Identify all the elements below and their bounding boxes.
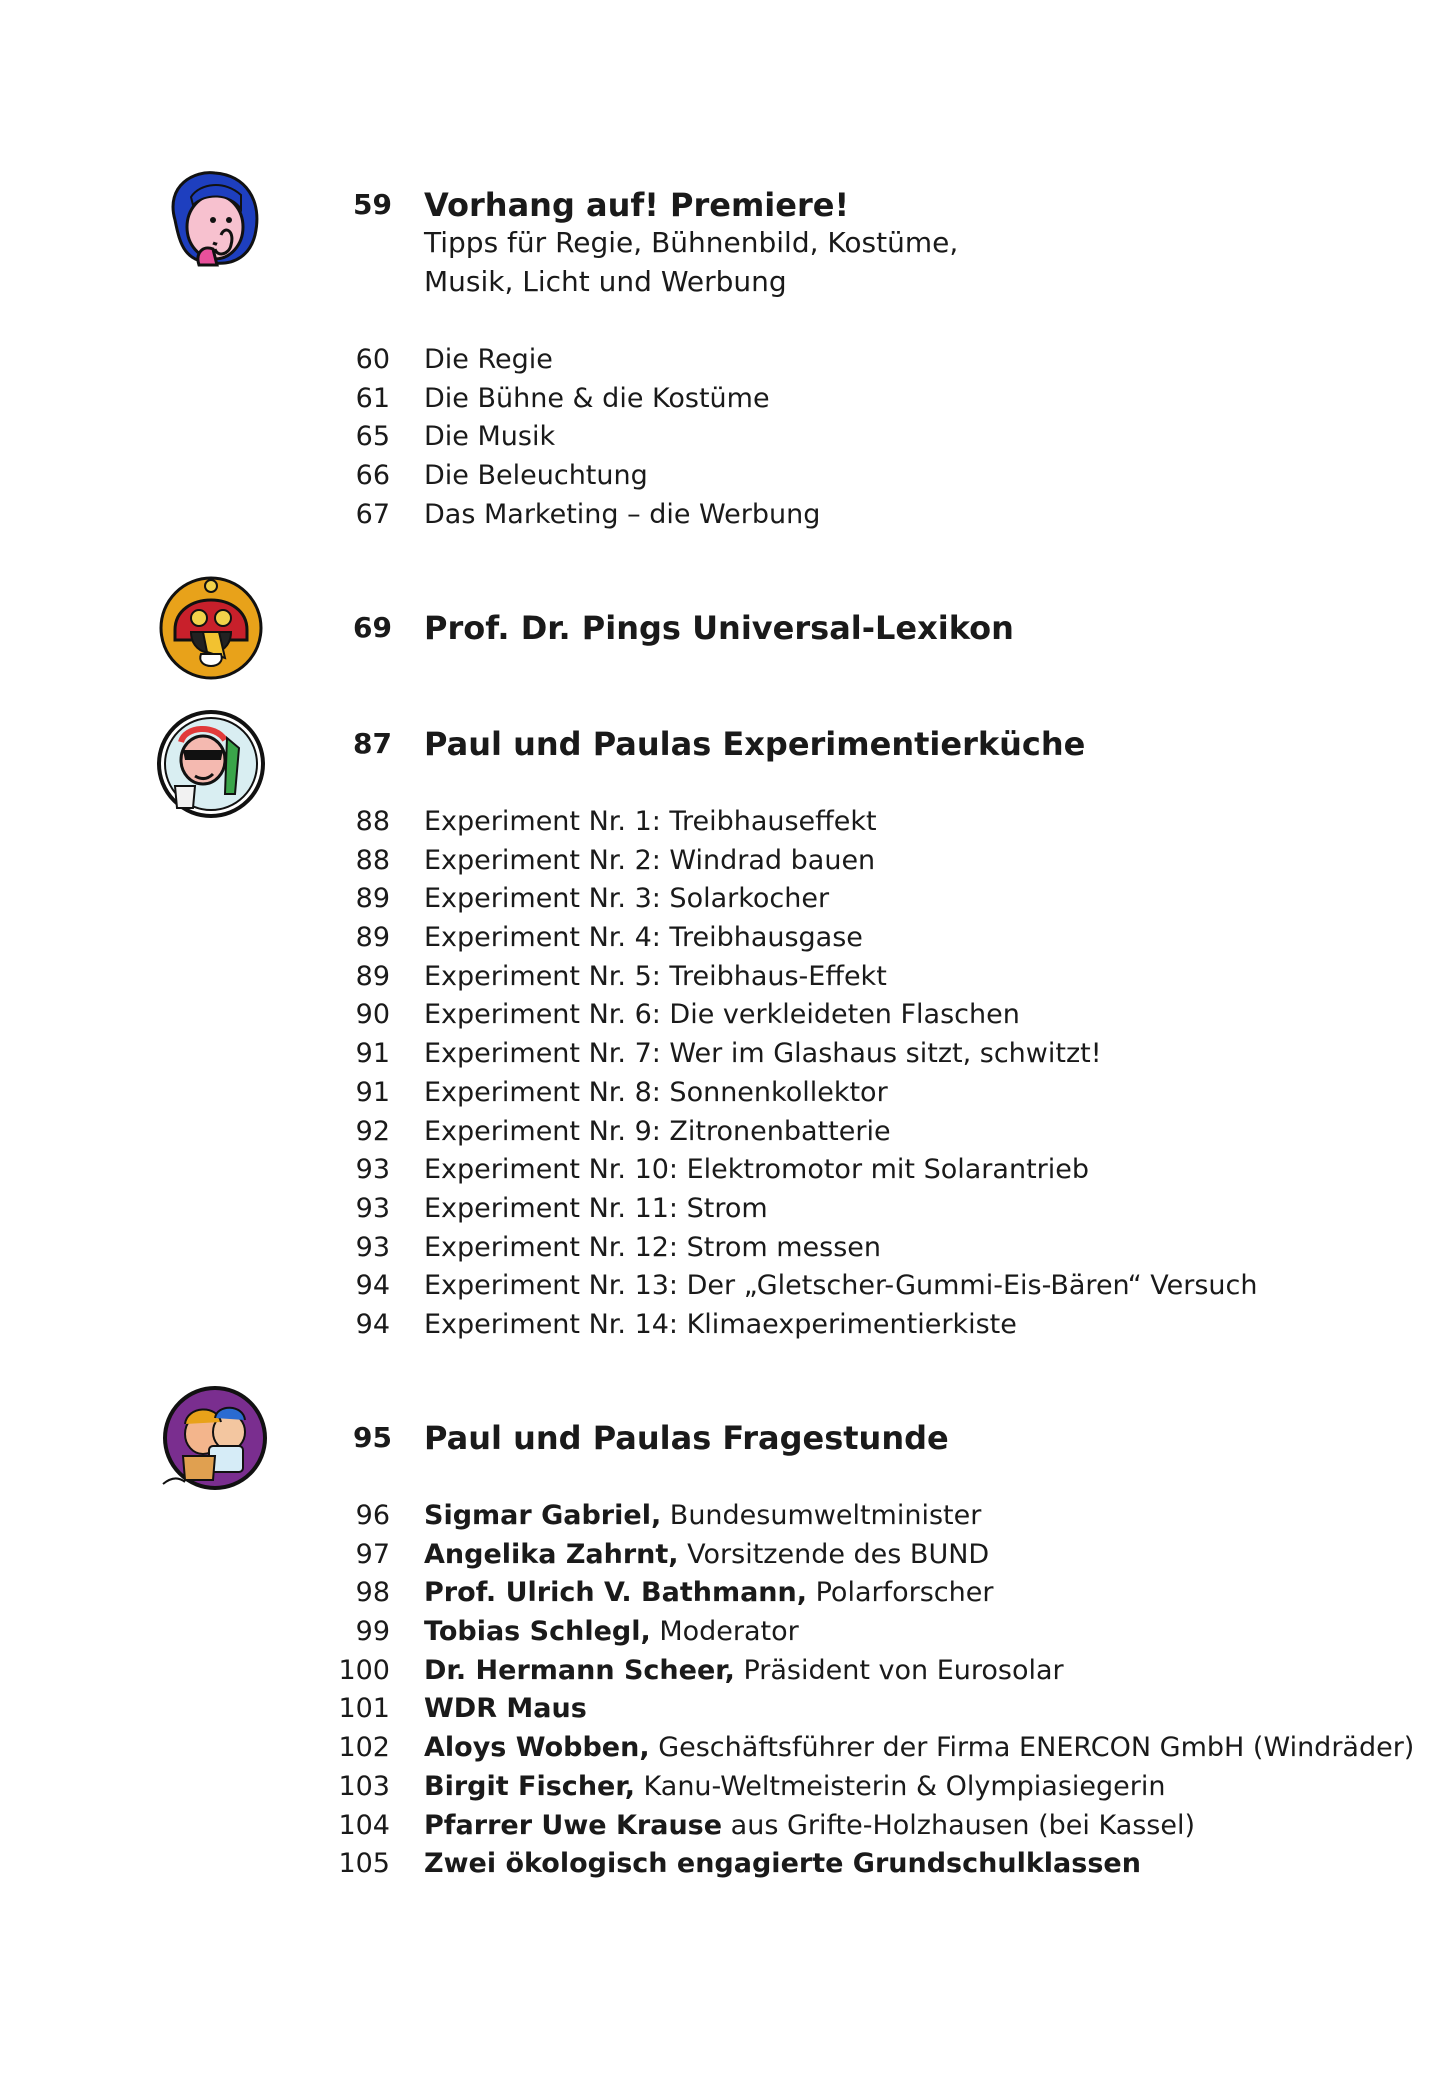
entry-page-number: 100 [338,1654,390,1686]
entry-page-number: 93 [355,1192,390,1224]
entry-role: Kanu-Weltmeisterin & Olympiasiegerin [643,1770,1166,1802]
entry-title: Experiment Nr. 4: Treibhausgase [424,922,863,954]
entry-person-name: Pfarrer Uwe Krause [424,1809,723,1841]
entry-role: Vorsitzende des BUND [687,1538,990,1570]
entry-page-number: 98 [355,1577,390,1609]
entry-page-number: 99 [355,1616,390,1648]
section-title: Prof. Dr. Pings Universal-Lexikon [424,609,1014,647]
section-page-number: 95 [353,1421,392,1454]
entry-page-number: 89 [355,960,390,992]
penguin-professor-icon [155,570,267,682]
section-title: Paul und Paulas Experimentierküche [424,725,1086,763]
entry-page-number: 96 [355,1500,390,1531]
entry-role: aus Grifte-Holzhausen (bei Kassel) [730,1809,1196,1841]
entry-title: Die Bühne & die Kostüme [424,382,770,414]
entry-page-number: 97 [355,1538,390,1570]
entry-page-number: 105 [338,1848,390,1880]
entry-page-number: 88 [355,806,390,837]
entry-person-name: Sigmar Gabriel, [424,1500,662,1531]
entry-role: Moderator [659,1616,799,1648]
entry-title: Experiment Nr. 8: Sonnenkollektor [424,1076,888,1108]
entry-page-number: 67 [355,498,390,530]
section-page-number: 69 [353,611,392,644]
entry-title: Die Beleuchtung [424,460,648,492]
entry-page-number: 66 [355,460,390,492]
thinking-girl-icon [155,165,267,277]
entry-title: Experiment Nr. 12: Strom messen [424,1231,882,1263]
entry-title: Experiment Nr. 10: Elektromotor mit Solarantrieb [424,1154,1090,1186]
entry-person-name: Prof. Ulrich V. Bathmann, [424,1577,808,1609]
entry-page-number: 94 [355,1270,390,1302]
entry-page-number: 89 [355,922,390,954]
entry-person-name: Birgit Fischer, [424,1770,635,1802]
entry-title: Experiment Nr. 3: Solarkocher [424,883,830,915]
entry-role: Präsident von Eurosolar [743,1654,1064,1686]
entry-page-number: 91 [355,1038,390,1070]
entry-page-number: 88 [355,844,390,876]
entry-title: Experiment Nr. 13: Der „Gletscher-Gummi-Eis-Bären“ Versuch [424,1270,1258,1302]
entry-title: Experiment Nr. 9: Zitronenbatterie [424,1115,891,1147]
entry-title: Experiment Nr. 6: Die verkleideten Flaschen [424,999,1020,1031]
entry-person-name: Zwei ökologisch engagierte Grundschulklassen [424,1848,1141,1880]
kids-experiment-icon [155,708,267,820]
section-page-number: 87 [353,727,392,760]
entry-role: Geschäftsführer der Firma ENERCON GmbH (Windräder) [658,1732,1415,1764]
kids-reading-icon [155,1384,267,1496]
entry-title: Das Marketing – die Werbung [424,498,821,530]
section-subtitle-line: Musik, Licht und Werbung [424,265,787,298]
entry-page-number: 92 [355,1115,390,1147]
entry-person-name: Aloys Wobben, [424,1732,650,1764]
entry-page-number: 61 [355,382,390,414]
entry-title: Experiment Nr. 14: Klimaexperimentierkiste [424,1308,1017,1340]
entry-page-number: 101 [338,1693,390,1725]
entry-role: Bundesumweltminister [669,1500,982,1531]
entry-page-number: 94 [355,1308,390,1340]
entry-page-number: 65 [355,421,390,453]
entry-page-number: 91 [355,1076,390,1108]
section-page-number: 59 [353,188,392,221]
entry-page-number: 93 [355,1154,390,1186]
entry-title: Experiment Nr. 7: Wer im Glashaus sitzt, schwitzt! [424,1038,1102,1070]
entry-role: Polarforscher [815,1577,994,1609]
entry-person-name: Angelika Zahrnt, [424,1538,679,1570]
entry-title: Experiment Nr. 2: Windrad bauen [424,844,876,876]
entry-page-number: 60 [355,344,390,375]
section-subtitle-line: Tipps für Regie, Bühnenbild, Kostüme, [424,226,959,259]
entry-page-number: 102 [338,1732,390,1764]
entry-title: Experiment Nr. 5: Treibhaus-Effekt [424,960,887,992]
entry-person-name: Dr. Hermann Scheer, [424,1654,735,1686]
entry-page-number: 93 [355,1231,390,1263]
entry-title: Die Musik [424,421,556,453]
entry-page-number: 103 [338,1770,390,1802]
entry-person-name: Tobias Schlegl, [424,1616,651,1648]
entry-title: Die Regie [424,344,553,375]
section-title: Vorhang auf! Premiere! [424,186,850,224]
entry-person-name: WDR Maus [424,1693,587,1725]
entry-title: Experiment Nr. 11: Strom [424,1192,768,1224]
section-title: Paul und Paulas Fragestunde [424,1419,949,1457]
entry-title: Experiment Nr. 1: Treibhauseffekt [424,806,877,837]
entry-page-number: 89 [355,883,390,915]
entry-page-number: 104 [338,1809,390,1841]
entry-page-number: 90 [355,999,390,1031]
